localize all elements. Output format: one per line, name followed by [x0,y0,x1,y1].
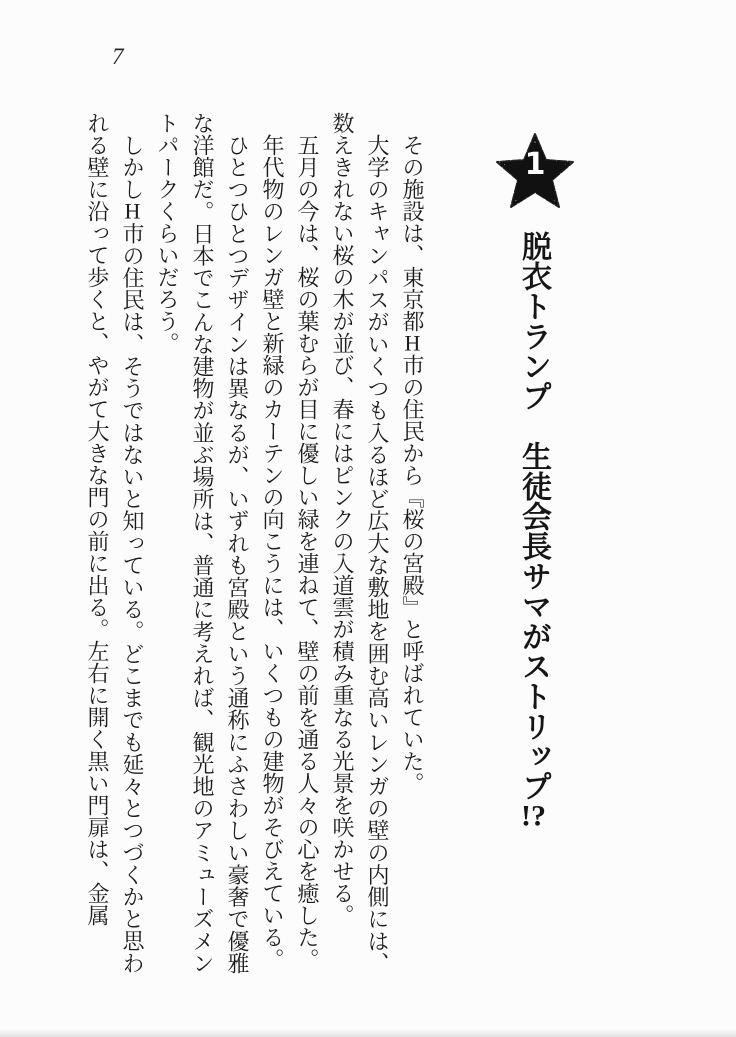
chapter-title: 脱衣トランプ 生徒会長サマがストリップ!? [517,231,550,831]
star-icon [492,128,578,218]
chapter-number: 1 [524,147,546,182]
chapter-star-badge [492,128,578,218]
paragraph: しかしH市の住民は、そうではないと知っている。どこまでも延々とつづくかと思われる壁に沿って歩くと、やがて大きな門の前に出る。左右に開く黒い門扉は、金属 [85,112,145,974]
body-text [80,112,430,974]
scan-edge-shadow [0,1029,736,1037]
paragraph: 五月の今は、桜の葉むらが目に優しい緑を連ねて、壁の前を通る人々の心を癒した。 [295,134,320,970]
paragraph: 大学のキャンパスがいくつも入るほど広大な敷地を囲む高いレンガの壁の内側には、数えきれない桜の木が並び、春にはピンクの入道雲が積み重なる光景を咲かせる。 [330,112,390,974]
paragraph: その施設は、東京都H市の住民から『桜の宮殿』と呼ばれていた。 [400,134,425,794]
paragraph: 年代物のレンガ壁と新緑のカーテンの向こうには、いくつもの建物がそびえている。 [260,134,285,970]
page-number: 7 [112,44,125,69]
paragraph: ひとつひとつデザインは異なるが、いずれも宮殿という通称にふさわしい豪奢で優雅な洋館だ。日本でこんな建物が並ぶ場所は、普通に考えれば、観光地のアミューズメントパークくらいだろう。 [155,112,250,974]
